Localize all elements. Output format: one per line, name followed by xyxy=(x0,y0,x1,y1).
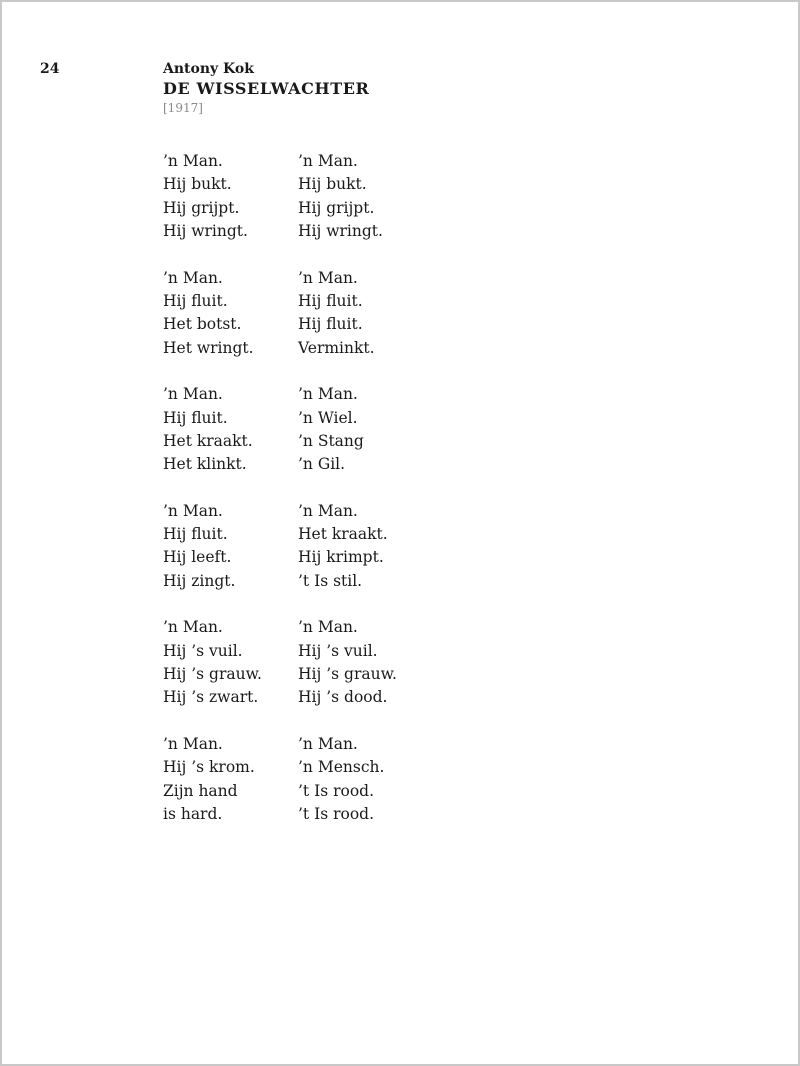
poem-header xyxy=(163,60,369,116)
right-line: Het kraakt. xyxy=(298,525,388,544)
poem-line xyxy=(163,220,563,243)
left-line: ’n Man. xyxy=(163,268,223,287)
right-line: ’n Man. xyxy=(298,152,358,170)
right-line: ’n Man. xyxy=(298,618,358,637)
author-name: Antony Kok xyxy=(163,61,254,77)
right-line: ’n Man. xyxy=(298,734,358,753)
poem-line xyxy=(163,313,563,336)
poem-line xyxy=(163,383,563,406)
right-line: Hij wringt. xyxy=(298,222,383,241)
left-line: Hij fluit. xyxy=(163,525,228,544)
poem-line xyxy=(163,453,563,476)
stanza xyxy=(163,383,563,477)
right-line: ’n Mensch. xyxy=(298,758,385,777)
left-line: ’n Man. xyxy=(163,734,223,753)
right-line: Hij fluit. xyxy=(298,291,363,310)
poem-line xyxy=(163,803,563,826)
left-line: Hij fluit. xyxy=(163,291,228,310)
left-line: Hij leeft. xyxy=(163,548,232,567)
left-line: Zijn hand xyxy=(163,781,238,800)
poem-year: [1917] xyxy=(163,101,203,115)
poem-line xyxy=(163,267,563,290)
right-line: ’n Stang xyxy=(298,431,364,450)
stanza xyxy=(163,267,563,361)
poem-body xyxy=(163,150,563,849)
stanza xyxy=(163,616,563,710)
right-line: Hij ’s dood. xyxy=(298,688,388,707)
left-line: Hij ’s vuil. xyxy=(163,641,243,660)
right-line: Hij bukt. xyxy=(298,175,367,194)
poem-line xyxy=(163,523,563,546)
stanza xyxy=(163,733,563,827)
left-line: ’n Man. xyxy=(163,618,223,637)
left-line: Hij fluit. xyxy=(163,408,228,427)
left-line: Het kraakt. xyxy=(163,431,253,450)
left-line: Hij ’s grauw. xyxy=(163,665,262,684)
page-number: 24 xyxy=(40,61,60,77)
poem-title: DE WISSELWACHTER xyxy=(163,79,370,98)
left-line: Hij zingt. xyxy=(163,571,236,590)
left-line: Hij grijpt. xyxy=(163,198,240,217)
left-line: Hij bukt. xyxy=(163,175,232,194)
right-line: ’t Is stil. xyxy=(298,571,363,590)
stanza xyxy=(163,150,563,244)
right-line: Hij krimpt. xyxy=(298,548,384,567)
poem-line xyxy=(163,407,563,430)
poem-line xyxy=(163,290,563,313)
poem-line xyxy=(163,756,563,779)
poem-line xyxy=(163,337,563,360)
left-line: Hij wringt. xyxy=(163,222,248,241)
poem-line xyxy=(163,173,563,196)
right-line: ’n Wiel. xyxy=(298,408,358,427)
left-line: Het botst. xyxy=(163,315,242,334)
right-line: Hij ’s grauw. xyxy=(298,665,397,684)
left-line: Het wringt. xyxy=(163,338,254,357)
left-line: ’n Man. xyxy=(163,501,223,520)
poem-line xyxy=(163,733,563,756)
left-line: Het klinkt. xyxy=(163,455,247,474)
stanza xyxy=(163,500,563,594)
poem-line xyxy=(163,500,563,523)
left-line: ’n Man. xyxy=(163,385,223,404)
left-line: Hij ’s krom. xyxy=(163,758,255,777)
poem-line xyxy=(163,430,563,453)
right-line: Hij ’s vuil. xyxy=(298,641,378,660)
poem-line xyxy=(163,570,563,593)
poem-line xyxy=(163,640,563,663)
left-line: ’n Man. xyxy=(163,152,223,170)
right-line: ’n Man. xyxy=(298,268,358,287)
right-line: ’n Man. xyxy=(298,385,358,404)
left-line: is hard. xyxy=(163,804,223,823)
poem-line xyxy=(163,616,563,639)
poem-line xyxy=(163,686,563,709)
right-line: ’n Gil. xyxy=(298,455,346,474)
poem-line xyxy=(163,663,563,686)
poem-line xyxy=(163,546,563,569)
right-line: Hij fluit. xyxy=(298,315,363,334)
poem-line xyxy=(163,150,563,173)
poem-line xyxy=(163,197,563,220)
right-line: Hij grijpt. xyxy=(298,198,375,217)
left-line: Hij ’s zwart. xyxy=(163,688,259,707)
right-line: ’t Is rood. xyxy=(298,804,375,823)
right-line: ’t Is rood. xyxy=(298,781,375,800)
right-line: Verminkt. xyxy=(298,338,375,357)
right-line: ’n Man. xyxy=(298,501,358,520)
poem-line xyxy=(163,780,563,803)
